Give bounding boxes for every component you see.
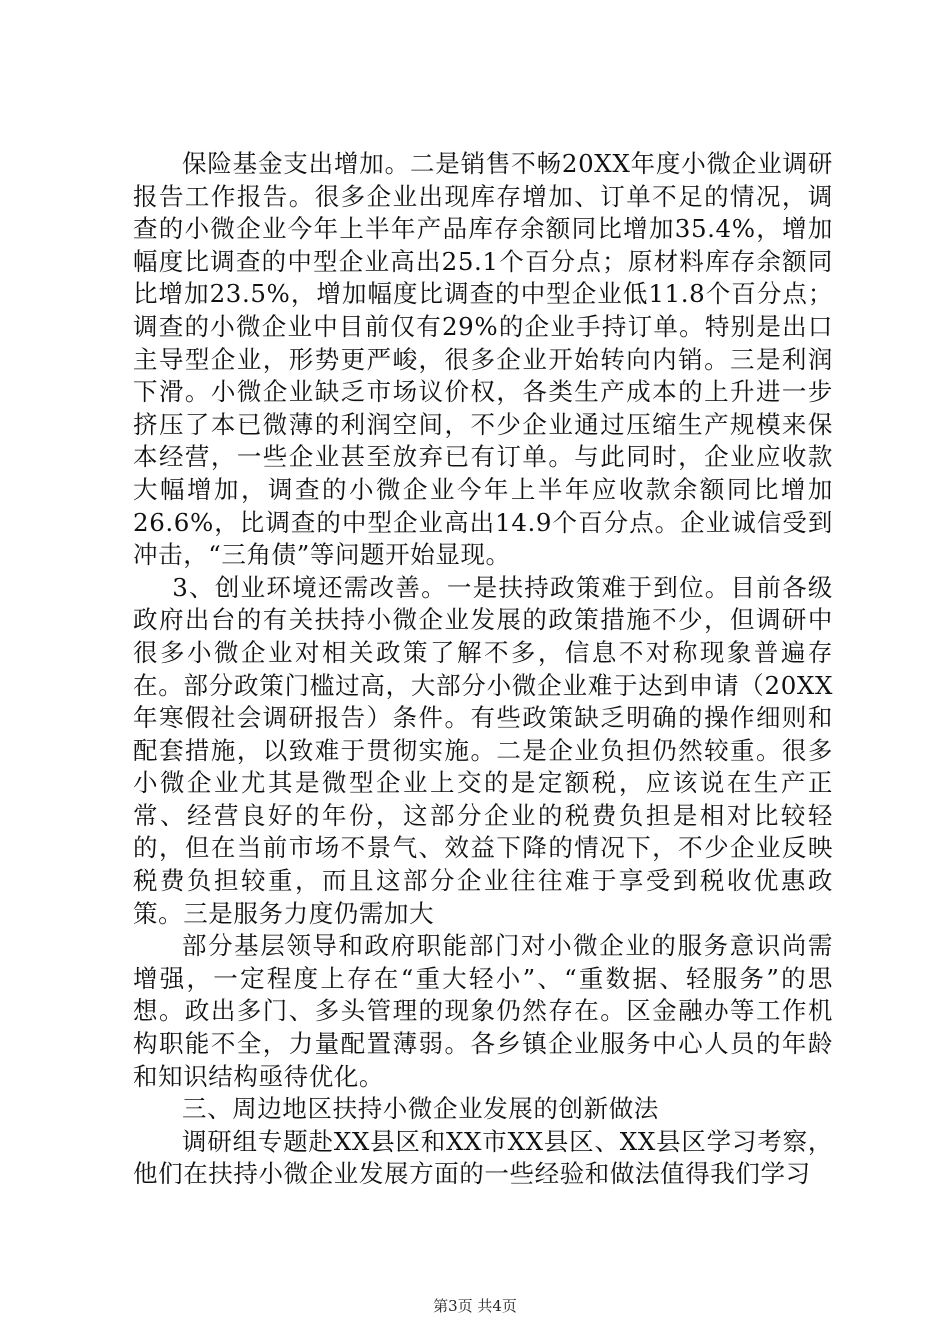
document-body (133, 148, 833, 1191)
paragraph-4: 调研组专题赴XX县区和XX市XX县区、XX县区学习考察，他们在扶持小微企业发展方面的一些经验和做法值得我们学习 (133, 1126, 833, 1189)
paragraph-2: 3、创业环境还需改善。一是扶持政策难于到位。目前各级政府出台的有关扶持小微企业发展的政策措施不少，但调研中很多小微企业对相关政策了解不多，信息不对称现象普遍存在。部分政策门槛过高，大部分小微企业难于达到申请（20XX年寒假社会调研报告）条件。有些政策缺乏明确的操作细则和配套措施，以致难于贯彻实施。二是企业负担仍然较重。很多小微企业尤其是微型企业上交的是定额税，应该说在生产正常、经营良好的年份，这部分企业的税费负担是相对比较轻的，但在当前市场不景气、效益下降的情况下，不少企业反映税费负担较重，而且这部分企业往往难于享受到税收优惠政策。三是服务力度仍需加大 (133, 572, 833, 928)
page-footer: 第3页 共4页 (433, 1297, 517, 1315)
section-heading: 三、周边地区扶持小微企业发展的创新做法 (182, 1094, 659, 1124)
paragraph-3: 部分基层领导和政府职能部门对小微企业的服务意识尚需增强，一定程度上存在“重大轻小”、“重数据、轻服务”的思想。政出多门、多头管理的现象仍然存在。区金融办等工作机构职能不全，力量配置薄弱。各乡镇企业服务中心人员的年龄和知识结构亟待优化。 (133, 931, 833, 1091)
paragraph-1: 保险基金支出增加。二是销售不畅20XX年度小微企业调研报告工作报告。很多企业出现库存增加、订单不足的情况，调查的小微企业今年上半年产品库存余额同比增加35.4%，增加幅度比调查的中型企业高出25.1个百分点；原材料库存余额同比增加23.5%，增加幅度比调查的中型企业低11.8个百分点；调查的小微企业中目前仅有29%的企业手持订单。特别是出口主导型企业，形势更严峻，很多企业开始转向内销。三是利润下滑。小微企业缺乏市场议价权，各类生产成本的上升进一步挤压了本已微薄的利润空间，不少企业通过压缩生产规模来保本经营，一些企业甚至放弃已有订单。与此同时，企业应收款大幅增加，调查的小微企业今年上半年应收款余额同比增加26.6%，比调查的中型企业高出14.9个百分点。企业诚信受到冲击，“三角债”等问题开始显现。 (133, 149, 833, 570)
